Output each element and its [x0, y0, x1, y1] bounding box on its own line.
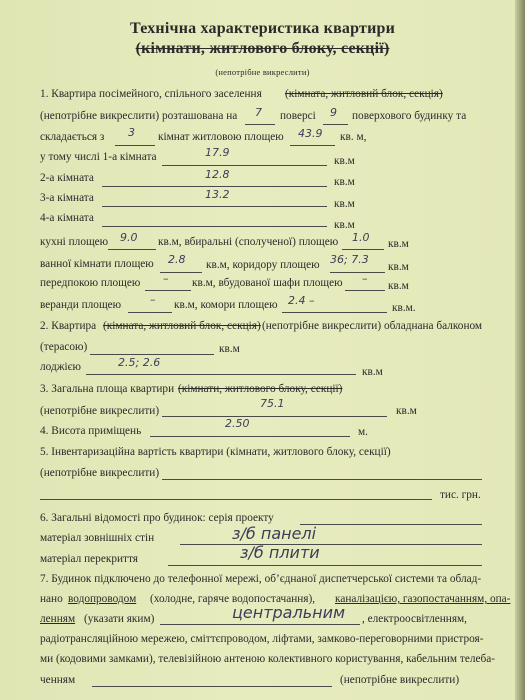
loggia-unit: кв.м — [362, 366, 383, 378]
s2-line1-struck: (кімната, житловий блок, секція) — [103, 320, 261, 332]
s1-line2-text: (непотрібне викреслити) розташована на — [40, 110, 238, 122]
strike-note: (непотрібне викреслити) — [215, 67, 310, 77]
living-area-line — [290, 145, 335, 146]
s7-line4: радіотрансляційною мережею, сміттєпроводом, ліфтами, замково-переговорними пристроя- — [40, 633, 484, 645]
storage-label: кв.м, комори площею — [174, 299, 278, 311]
height-label: 4. Висота приміщень — [40, 425, 142, 437]
hall-line — [145, 290, 191, 291]
s1-line1-struck: (кімната, житловий блок, секція) — [285, 88, 443, 100]
cost-line-2 — [40, 499, 432, 500]
s2-line1-text: 2. Квартира — [40, 320, 97, 332]
rooms-label: складається з — [40, 131, 105, 143]
s3-line1-text: 3. Загальна площа квартири — [40, 383, 175, 395]
living-area-label: кімнат житловою площею — [158, 131, 284, 143]
height-value: 2.50 — [225, 417, 250, 430]
toilet-unit: кв.м — [388, 238, 409, 250]
room1-value: 17.9 — [205, 146, 230, 159]
terrace-label: (терасою) — [40, 341, 88, 353]
wardrobe-line — [345, 290, 385, 291]
hall-label: передпокою площею — [40, 277, 141, 289]
veranda-line — [128, 312, 172, 313]
room4-unit: кв.м — [334, 219, 355, 231]
rooms-value: 3 — [128, 126, 135, 139]
total-floors-value: 9 — [330, 106, 337, 119]
total-floors-line — [323, 124, 348, 125]
corridor-label: кв.м, коридору площею — [206, 259, 320, 271]
loggia-line — [86, 374, 356, 375]
kitchen-label: кухні площею — [40, 236, 109, 248]
s7-line3b: (указати яким) — [84, 613, 155, 625]
room2-line — [102, 186, 327, 187]
kitchen-value: 9.0 — [120, 231, 138, 244]
room3-unit: кв.м — [334, 198, 355, 210]
room1-line — [162, 165, 327, 166]
storage-unit: кв.м. — [392, 302, 416, 314]
storage-value: 2.4 – — [288, 294, 315, 307]
kitchen-line — [108, 249, 156, 250]
toilet-value: 1.0 — [352, 231, 370, 244]
s2-line1-rest: (непотрібне викреслити) обладнана балконом — [262, 320, 483, 332]
living-area-unit: кв. м, — [340, 131, 367, 143]
binder-edge — [515, 0, 525, 700]
s7-line2c: (холодне, гаряче водопостачання), — [150, 593, 316, 605]
room2-unit: кв.м — [334, 176, 355, 188]
project-series-line — [300, 524, 482, 525]
total-area-unit: кв.м — [396, 405, 417, 417]
s7-line3a: ленням — [40, 613, 76, 625]
loggia-value: 2.5; 2.6 — [118, 356, 161, 369]
terrace-line — [90, 354, 214, 355]
heating-line — [160, 624, 360, 625]
corridor-value: 36; 7.3 — [330, 253, 369, 266]
terrace-unit: кв.м — [219, 343, 240, 355]
room3-value: 13.2 — [205, 188, 230, 201]
s3-line2-text: (непотрібне викреслити) — [40, 405, 160, 417]
heating-value: центральним — [232, 603, 346, 622]
room3-line — [102, 206, 327, 207]
s7-line6b: (непотрібне викреслити) — [340, 674, 460, 686]
s5-line1-text: 5. Інвентаризаційна вартість квартири (кімнати, житлового блоку, секції) — [40, 446, 391, 458]
s3-line1-struck: (кімнати, житлового блоку, секції) — [178, 383, 343, 395]
walls-line — [180, 544, 482, 545]
cost-line-1 — [162, 479, 482, 480]
hall-value: – — [163, 272, 169, 285]
corridor-unit: кв.м — [388, 261, 409, 273]
room4-line — [102, 226, 327, 227]
floors-value: з/б плити — [240, 543, 320, 562]
room1-label: у тому числі 1-а кімната — [40, 151, 157, 163]
s1-line1-text: 1. Квартира посімейного, спільного заселення — [40, 88, 262, 100]
living-area-value: 43.9 — [298, 127, 323, 140]
bath-value: 2.8 — [168, 253, 186, 266]
page-title: Технічна характеристика квартири — [129, 20, 396, 37]
veranda-value: – — [150, 293, 156, 306]
s7-line6a: ченням — [40, 674, 76, 686]
s7-line5: ми (кодовими замками), телевізійною антеною колективного користування, кабельним телеба- — [40, 653, 496, 665]
s7-line2d: каналізацією, газопостачанням, опа- — [335, 593, 511, 605]
wardrobe-label: кв.м, вбудованої шафи площею — [192, 277, 343, 289]
rooms-line — [115, 145, 155, 146]
floors-label: матеріал перекриття — [40, 553, 138, 565]
s7-line6-blank — [92, 686, 332, 687]
walls-label: матеріал зовнішніх стін — [40, 532, 155, 544]
s7-line2a: нано — [40, 593, 63, 605]
building-label: поверхового будинку та — [352, 110, 467, 122]
s7-line3c: , електроосвітленням, — [362, 613, 468, 625]
cost-unit: тис. грн. — [440, 489, 481, 501]
room3-label: 3-а кімната — [40, 192, 94, 204]
floor-line — [245, 124, 275, 125]
room2-label: 2-а кімната — [40, 172, 94, 184]
storage-line — [282, 312, 387, 313]
toilet-line — [342, 249, 384, 250]
total-area-line — [162, 416, 387, 417]
veranda-label: веранди площею — [40, 299, 122, 311]
room4-label: 4-а кімната — [40, 212, 94, 224]
room2-value: 12.8 — [205, 168, 230, 181]
s7-line1: 7. Будинок підключено до телефонної мережі, об’єднаної диспетчерської системи та облад- — [40, 573, 482, 585]
floor-value: 7 — [255, 106, 262, 119]
s5-line2-text: (непотрібне викреслити) — [40, 467, 160, 479]
height-unit: м. — [358, 426, 368, 438]
s7-line2b: водопроводом — [68, 593, 137, 605]
loggia-label: лоджією — [40, 361, 81, 373]
room1-unit: кв.м — [334, 155, 355, 167]
wardrobe-unit: кв.м — [388, 280, 409, 292]
wardrobe-value: – — [362, 272, 368, 285]
floor-label: поверсі — [280, 110, 316, 122]
bath-label: ванної кімнати площею — [40, 258, 154, 270]
walls-value: з/б панелі — [232, 524, 317, 543]
floors-line — [168, 565, 482, 566]
s6-line1-text: 6. Загальні відомості про будинок: серія проекту — [40, 512, 274, 524]
height-line — [150, 436, 350, 437]
total-area-value: 75.1 — [260, 397, 285, 410]
toilet-label: кв.м, вбиральні (сполученої) площею — [158, 236, 339, 248]
page-subtitle: (кімнати, житлового блоку, секції) — [135, 40, 390, 57]
corridor-line — [330, 272, 385, 273]
